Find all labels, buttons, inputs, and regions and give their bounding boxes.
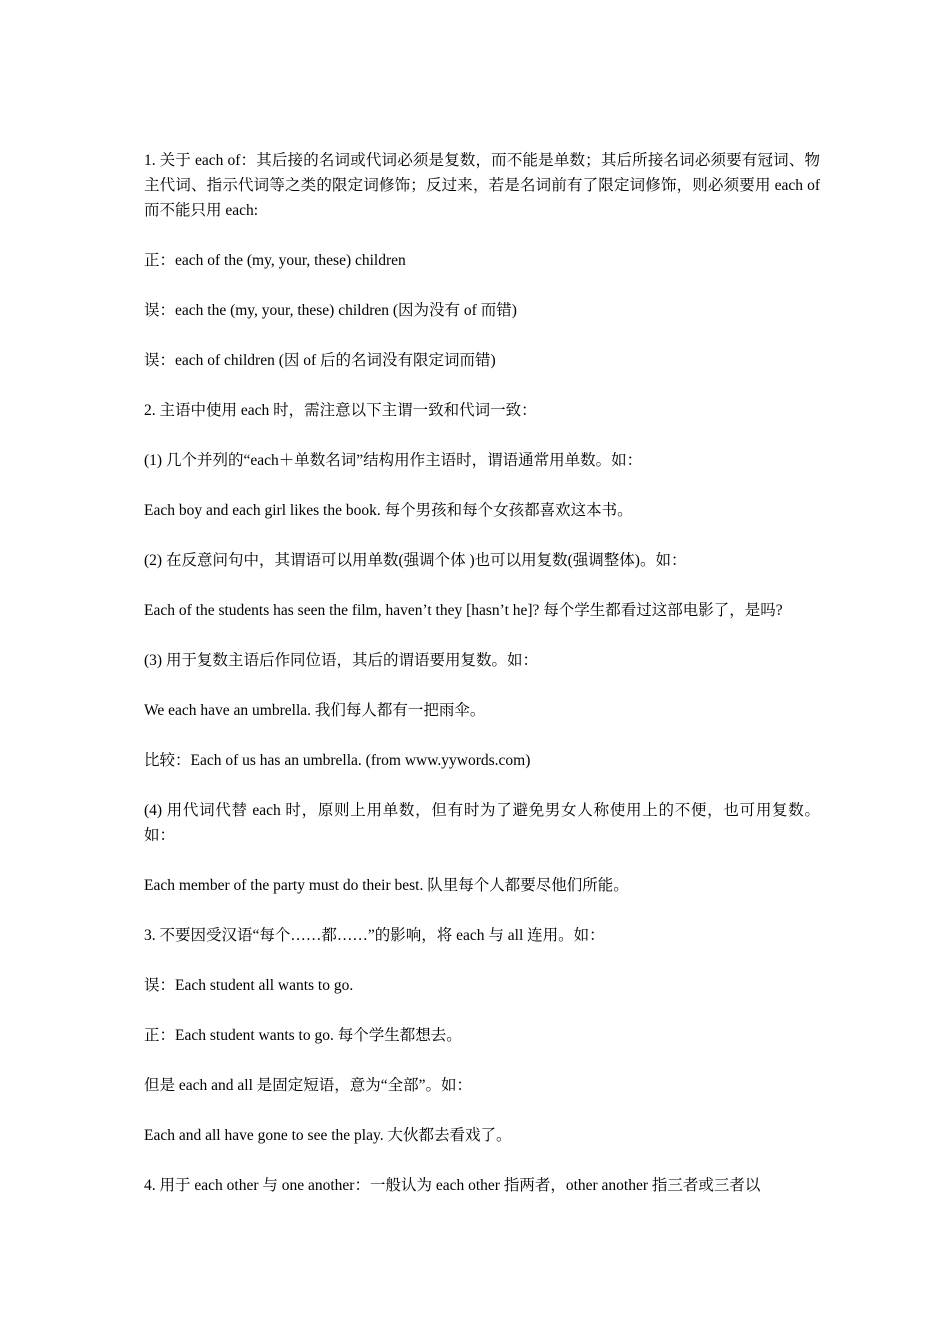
paragraph-rule-4-example: Each member of the party must do their best. 队里每个人都要尽他们所能。 [144,877,629,894]
paragraph-each-of-rule: 1. 关于 each of：其后接的名词或代词必须是复数，而不能是单数；其后所接名词必须要有冠词、物主代词、指示代词等之类的限定词修饰；反过来，若是名词前有了限定词修饰，则必须要用 each of 而不能只用 each: [144,152,820,219]
paragraph-each-and-all: 但是 each and all 是固定短语，意为“全部”。如： [144,1077,473,1094]
paragraph-wrong-example-1: 误：each the (my, your, these) children (因为没有 of 而错) [144,302,517,319]
paragraph-rule-1-example: Each boy and each girl likes the book. 每个男孩和每个女孩都喜欢这本书。 [144,502,633,519]
paragraph-rule-4: (4) 用代词代替 each 时，原则上用单数，但有时为了避免男女人称使用上的不便，也可用复数。如： [144,802,820,844]
document-body [144,148,820,1223]
paragraph-rule-3: (3) 用于复数主语后作同位语，其后的谓语要用复数。如： [144,652,538,669]
paragraph-rule-2: (2) 在反意问句中，其谓语可以用单数(强调个体 )也可以用复数(强调整体)。如： [144,552,687,569]
paragraph-rule-3-example: We each have an umbrella. 我们每人都有一把雨伞。 [144,702,486,719]
paragraph-subject-agreement: 2. 主语中使用 each 时，需注意以下主谓一致和代词一致： [144,402,537,419]
paragraph-each-all-rule: 3. 不要因受汉语“每个……都……”的影响，将 each 与 all 连用。如： [144,927,605,944]
paragraph-each-and-all-example: Each and all have gone to see the play. 大伙都去看戏了。 [144,1127,512,1144]
paragraph-rule-1: (1) 几个并列的“each＋单数名词”结构用作主语时，谓语通常用单数。如： [144,452,643,469]
paragraph-comparison: 比较：Each of us has an umbrella. (from www.yywords.com) [144,752,531,769]
paragraph-correct-each: 正：Each student wants to go. 每个学生都想去。 [144,1027,462,1044]
paragraph-wrong-example-2: 误：each of children (因 of 后的名词没有限定词而错) [144,352,496,369]
paragraph-wrong-each-all: 误：Each student all wants to go. [144,977,354,994]
paragraph-rule-2-example: Each of the students has seen the film, haven’t they [hasn’t he]? 每个学生都看过这部电影了，是吗? [144,602,783,619]
paragraph-each-other: 4. 用于 each other 与 one another：一般认为 each other 指两者，other another 指三者或三者以 [144,1177,761,1194]
paragraph-correct-example: 正：each of the (my, your, these) children [144,252,406,269]
